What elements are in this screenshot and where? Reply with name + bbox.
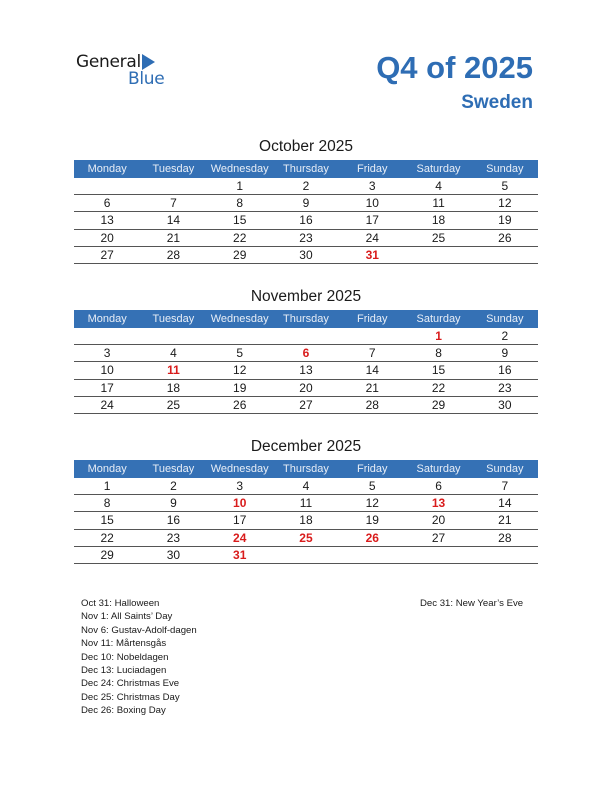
holiday-entry: Dec 24: Christmas Eve xyxy=(81,678,180,690)
day-cell xyxy=(405,247,471,263)
day-cell: 2 xyxy=(170,479,177,493)
holiday-entry: Dec 10: Nobeldagen xyxy=(81,651,169,663)
day-cell: 20 xyxy=(299,380,313,395)
day-cell: 5 xyxy=(368,479,376,493)
week-row xyxy=(74,380,538,397)
day-cell: 11 xyxy=(299,496,313,511)
day-cell: 16 xyxy=(299,213,313,228)
weekday-thursday: Thursday xyxy=(283,463,329,475)
day-cell: 18 xyxy=(299,513,313,528)
day-cell: 10 xyxy=(365,196,379,211)
holiday-entry: Dec 31: New Year’s Eve xyxy=(420,598,524,609)
day-cell: 14 xyxy=(365,363,379,378)
day-cell: 5 xyxy=(501,179,509,193)
day-cell xyxy=(140,328,206,344)
holiday-entry: Oct 31: Halloween xyxy=(81,598,160,609)
day-cell: 29 xyxy=(100,547,114,562)
day-cell: 30 xyxy=(166,547,181,562)
week-row xyxy=(74,247,538,264)
day-cell: 17 xyxy=(233,513,247,528)
day-cell: 18 xyxy=(166,380,181,395)
day-cell: 29 xyxy=(431,397,446,412)
day-cell: 19 xyxy=(365,513,379,528)
holiday-list xyxy=(81,597,197,718)
day-cell: 3 xyxy=(368,179,376,193)
day-cell: 21 xyxy=(498,513,512,528)
week-row xyxy=(74,530,538,547)
day-cell: 3 xyxy=(103,346,111,361)
holiday-entry: Nov 11: Mårtensgås xyxy=(81,638,167,650)
weekday-wednesday: Wednesday xyxy=(210,313,269,325)
day-cell: 4 xyxy=(435,179,442,193)
day-cell: 13 xyxy=(299,363,313,378)
day-cell: 2 xyxy=(501,329,509,343)
day-cell: 16 xyxy=(498,363,512,378)
day-cell: 23 xyxy=(166,530,181,545)
holiday-day-cell: 25 xyxy=(299,530,313,545)
day-cell: 23 xyxy=(299,230,313,245)
day-cell: 5 xyxy=(236,346,244,361)
day-cell: 19 xyxy=(233,380,247,395)
holiday-day-cell: 6 xyxy=(302,346,310,361)
day-cell: 4 xyxy=(170,346,177,361)
brand-logo xyxy=(76,52,176,92)
week-row xyxy=(74,345,538,362)
holiday-entry: Dec 26: Boxing Day xyxy=(81,705,166,717)
day-cell: 28 xyxy=(365,397,379,412)
weekday-saturday: Saturday xyxy=(416,463,461,475)
logo-word-blue: Blue xyxy=(128,69,165,89)
day-cell: 14 xyxy=(166,213,181,228)
day-cell xyxy=(273,328,339,344)
day-cell: 22 xyxy=(431,380,446,395)
weekday-sunday: Sunday xyxy=(486,163,524,175)
weekday-monday: Monday xyxy=(87,163,127,175)
holiday-entry: Dec 13: Luciadagen xyxy=(81,665,167,677)
holiday-list-right xyxy=(420,597,523,610)
day-cell: 1 xyxy=(103,479,111,493)
day-cell: 22 xyxy=(233,230,247,245)
day-cell: 4 xyxy=(302,479,310,493)
day-cell: 16 xyxy=(166,513,181,528)
day-cell: 15 xyxy=(431,363,446,378)
day-cell: 8 xyxy=(435,346,442,361)
day-cell xyxy=(339,547,405,563)
day-cell: 10 xyxy=(100,363,114,378)
day-cell: 7 xyxy=(501,479,509,493)
day-cell: 12 xyxy=(498,196,512,211)
day-cell: 27 xyxy=(431,530,446,545)
holiday-entry: Nov 6: Gustav-Adolf-dagen xyxy=(81,624,197,636)
day-cell: 15 xyxy=(100,513,114,528)
day-cell xyxy=(74,178,140,194)
holiday-entry: Nov 1: All Saints’ Day xyxy=(81,611,173,623)
weekday-monday: Monday xyxy=(87,313,127,325)
weekday-header xyxy=(74,160,538,178)
day-cell: 9 xyxy=(170,496,177,511)
country-name: Sweden xyxy=(461,92,533,113)
weekday-saturday: Saturday xyxy=(416,163,461,175)
holiday-day-cell: 1 xyxy=(435,329,442,343)
day-cell: 13 xyxy=(100,213,114,228)
week-row xyxy=(74,178,538,195)
day-cell: 30 xyxy=(498,397,512,412)
week-row xyxy=(74,547,538,564)
logo-word-general: General xyxy=(76,52,141,72)
day-cell xyxy=(405,547,471,563)
weekday-tuesday: Tuesday xyxy=(152,313,195,325)
day-cell: 6 xyxy=(435,479,442,493)
month-october xyxy=(74,138,538,264)
week-row xyxy=(74,230,538,247)
weekday-friday: Friday xyxy=(356,163,388,175)
day-cell: 2 xyxy=(302,179,310,193)
weekday-monday: Monday xyxy=(87,463,127,475)
day-cell: 24 xyxy=(100,397,114,412)
day-cell xyxy=(140,178,206,194)
holiday-day-cell: 24 xyxy=(233,530,247,545)
day-cell xyxy=(472,247,538,263)
day-cell: 19 xyxy=(498,213,512,228)
day-cell: 7 xyxy=(368,346,376,361)
weekday-wednesday: Wednesday xyxy=(210,463,269,475)
month-november xyxy=(74,288,538,414)
day-cell: 29 xyxy=(233,247,247,262)
day-cell: 11 xyxy=(432,196,445,211)
day-cell: 27 xyxy=(100,247,114,262)
day-cell: 17 xyxy=(365,213,379,228)
page-title: Q4 of 2025 xyxy=(376,50,533,85)
day-cell: 23 xyxy=(498,380,512,395)
day-cell: 7 xyxy=(170,196,177,211)
day-cell: 22 xyxy=(100,530,114,545)
holiday-day-cell: 13 xyxy=(431,496,446,511)
holiday-day-cell: 26 xyxy=(365,530,379,545)
day-cell: 21 xyxy=(166,230,181,245)
week-row xyxy=(74,195,538,212)
day-cell xyxy=(472,547,538,563)
day-cell: 30 xyxy=(299,247,313,262)
weekday-tuesday: Tuesday xyxy=(152,463,195,475)
holiday-day-cell: 11 xyxy=(167,363,180,378)
day-cell: 6 xyxy=(103,196,111,211)
week-row xyxy=(74,495,538,512)
holiday-entry: Dec 25: Christmas Day xyxy=(81,691,180,703)
day-cell: 14 xyxy=(498,496,512,511)
weekday-sunday: Sunday xyxy=(486,313,524,325)
month-december xyxy=(74,438,538,564)
week-row xyxy=(74,478,538,495)
week-row xyxy=(74,397,538,414)
weekday-thursday: Thursday xyxy=(283,313,329,325)
day-cell: 21 xyxy=(365,380,379,395)
day-cell: 18 xyxy=(431,213,446,228)
weekday-friday: Friday xyxy=(356,463,388,475)
week-row xyxy=(74,328,538,345)
day-cell xyxy=(339,328,405,344)
day-cell: 25 xyxy=(166,397,181,412)
holiday-day-cell: 10 xyxy=(233,496,247,511)
day-cell: 8 xyxy=(103,496,111,511)
day-cell: 15 xyxy=(233,213,247,228)
day-cell: 24 xyxy=(365,230,379,245)
day-cell: 8 xyxy=(236,196,244,211)
day-cell: 3 xyxy=(236,479,244,493)
logo-flag-icon xyxy=(142,54,155,70)
weekday-wednesday: Wednesday xyxy=(210,163,269,175)
week-row xyxy=(74,362,538,379)
weekday-saturday: Saturday xyxy=(416,313,461,325)
week-row xyxy=(74,212,538,229)
day-cell: 12 xyxy=(233,363,247,378)
weekday-friday: Friday xyxy=(356,313,388,325)
day-cell: 12 xyxy=(365,496,379,511)
day-cell: 9 xyxy=(302,196,310,211)
day-cell: 20 xyxy=(431,513,446,528)
month-title: November 2025 xyxy=(250,288,362,305)
day-cell: 25 xyxy=(431,230,446,245)
day-cell: 1 xyxy=(236,179,244,193)
weekday-sunday: Sunday xyxy=(486,463,524,475)
weekday-thursday: Thursday xyxy=(283,163,329,175)
day-cell: 9 xyxy=(501,346,509,361)
week-row xyxy=(74,512,538,529)
day-cell: 26 xyxy=(498,230,512,245)
day-cell xyxy=(273,547,339,563)
day-cell: 27 xyxy=(299,397,313,412)
weekday-header xyxy=(74,310,538,328)
holiday-day-cell: 31 xyxy=(365,247,379,262)
month-title: October 2025 xyxy=(259,138,353,155)
day-cell: 28 xyxy=(498,530,512,545)
weekday-header xyxy=(74,460,538,478)
day-cell: 26 xyxy=(233,397,247,412)
weekday-tuesday: Tuesday xyxy=(152,163,195,175)
day-cell: 28 xyxy=(166,247,181,262)
month-title: December 2025 xyxy=(250,438,362,455)
day-cell xyxy=(207,328,273,344)
holiday-day-cell: 31 xyxy=(233,547,247,562)
day-cell: 17 xyxy=(100,380,114,395)
day-cell: 20 xyxy=(100,230,114,245)
day-cell xyxy=(74,328,140,344)
